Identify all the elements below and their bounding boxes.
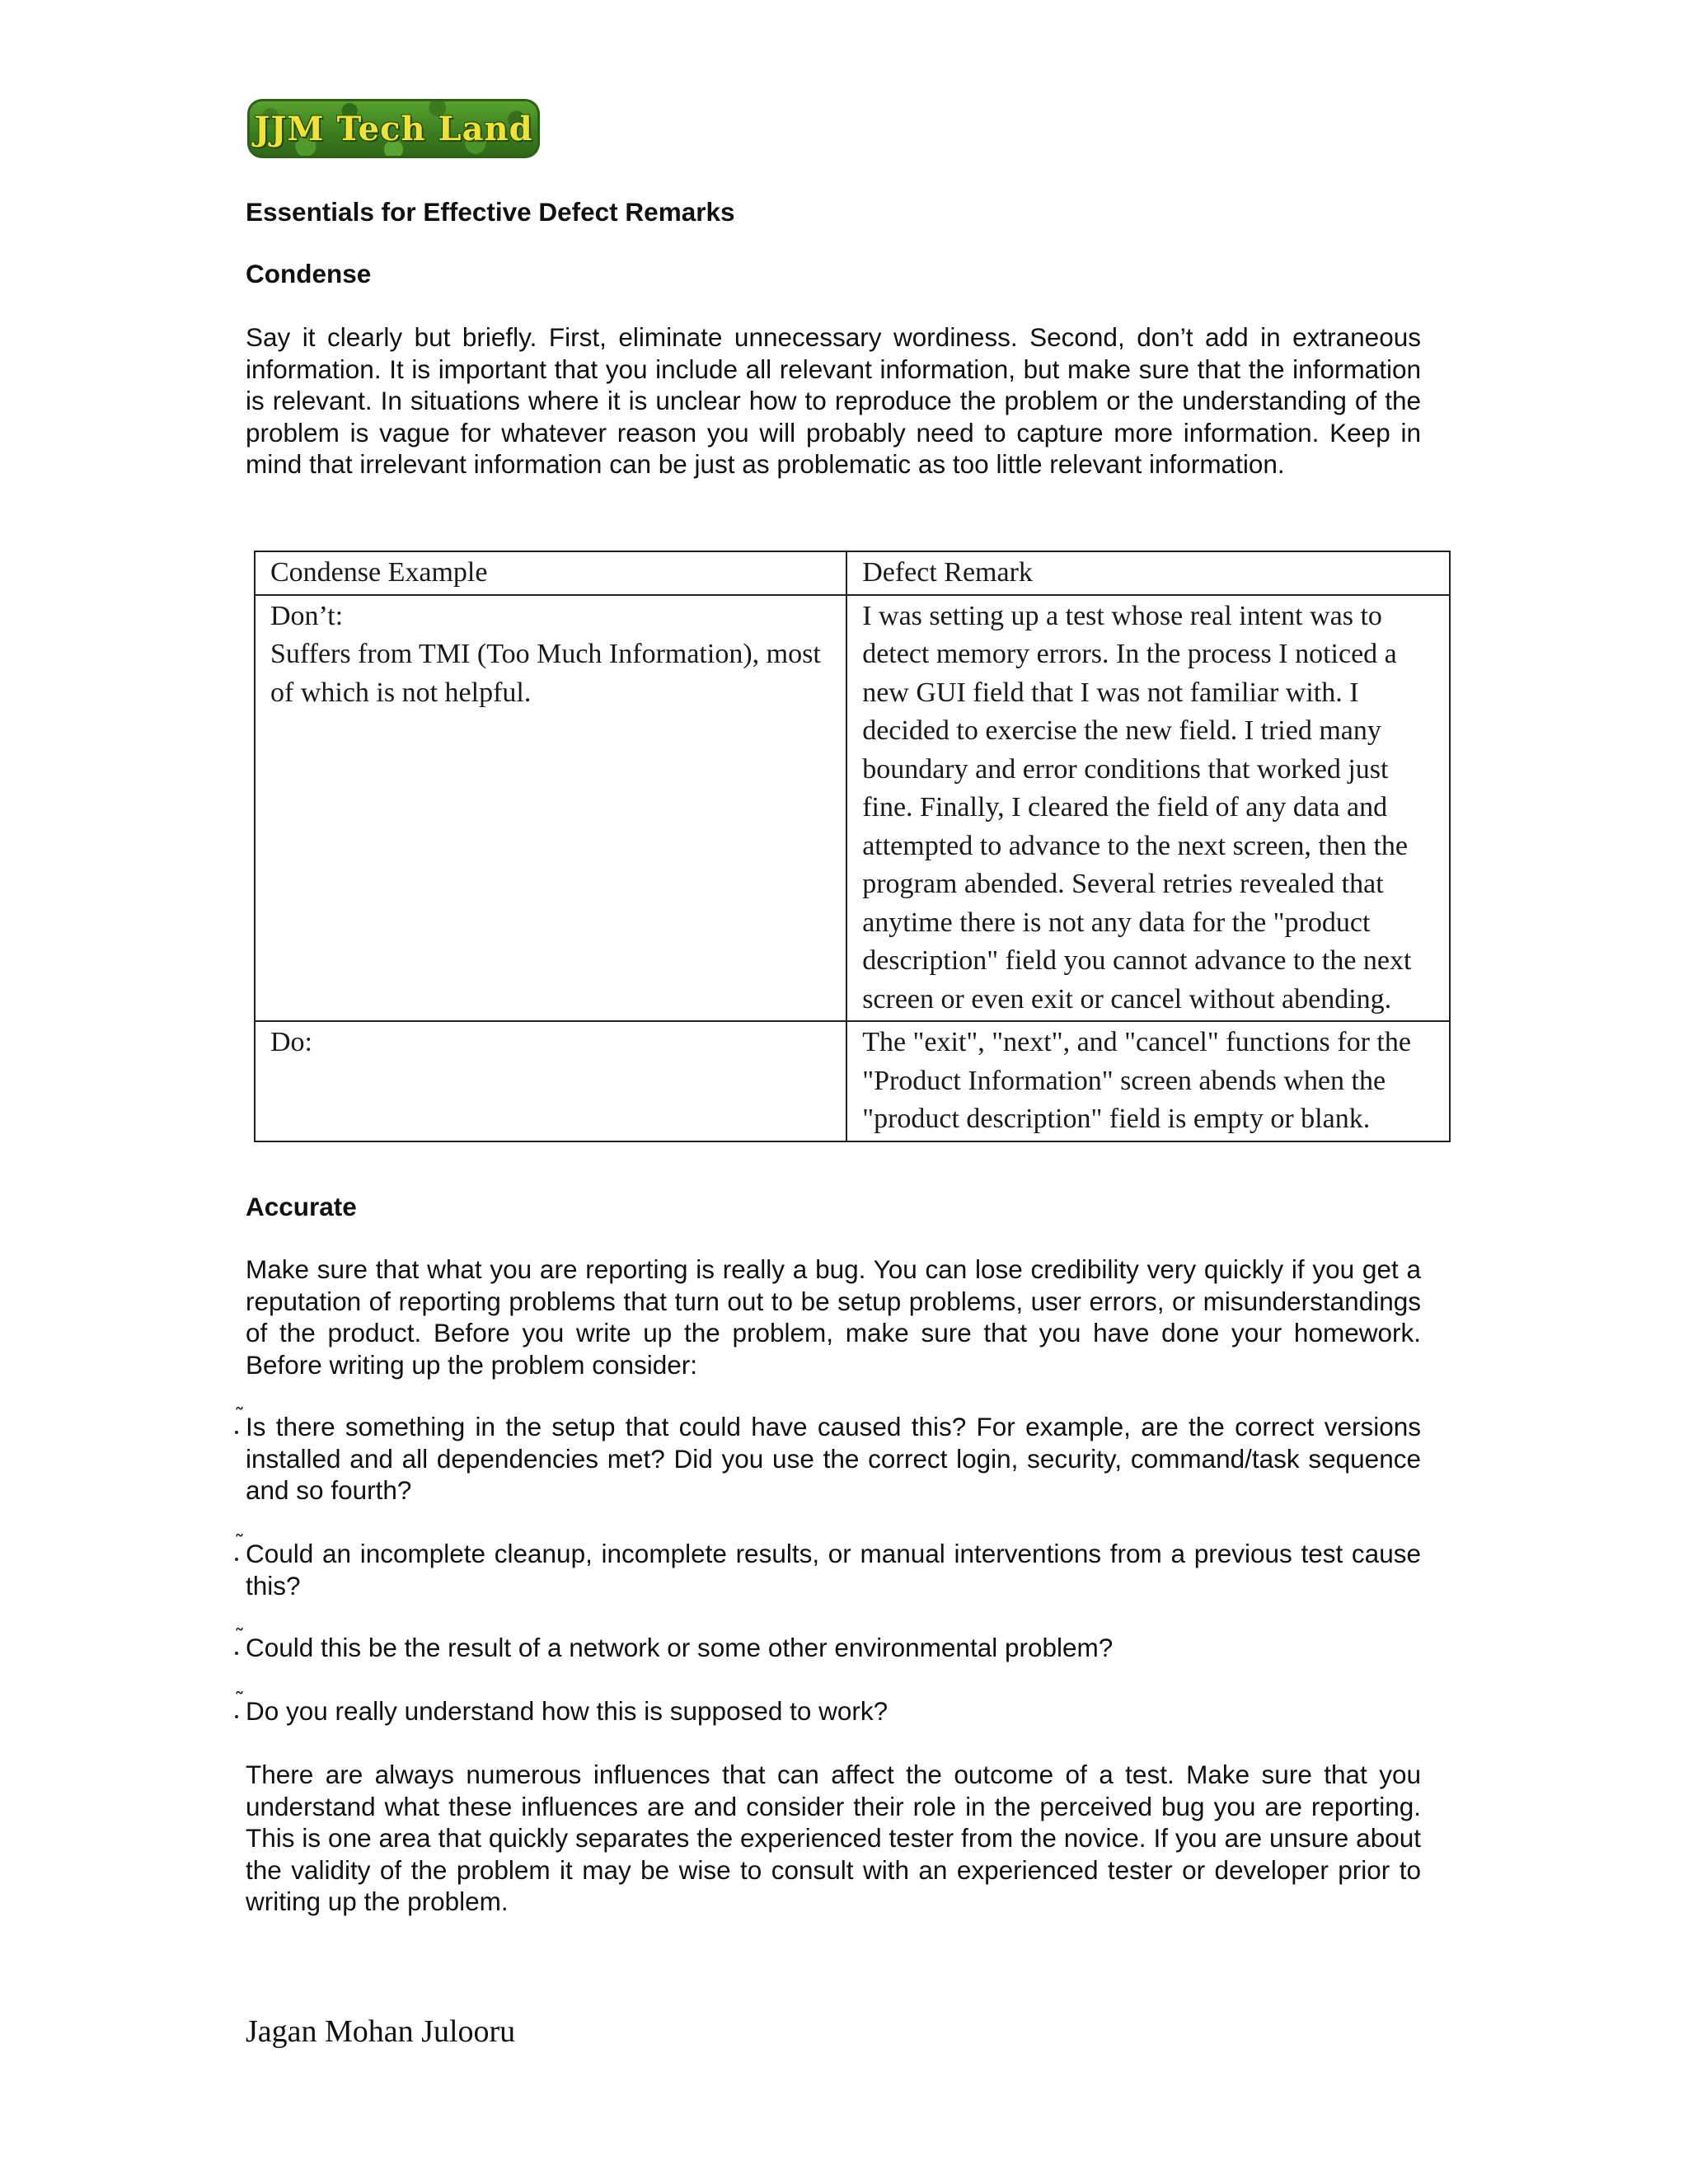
- row-note: Suffers from TMI (Too Much Information), most of which is not helpful.: [270, 639, 821, 708]
- table-cell-do: [255, 1021, 846, 1141]
- footer-author: Jagan Mohan Julooru: [246, 2014, 516, 2049]
- logo: [247, 99, 540, 158]
- bullet-icon: [232, 1694, 242, 1723]
- condense-paragraph: Say it clearly but briefly. First, eliminate unnecessary wordiness. Second, don’t add in extraneous information. It is important that you include all relevant information, but make sure that the information is relevant. In situations where it is unclear how to reproduce the problem or the understanding of the problem is vague for whatever reason you will probably need to capture more information. Keep in mind that irrelevant information can be just as problematic as too little relevant information.: [246, 322, 1421, 479]
- row-label: Do:: [270, 1027, 312, 1057]
- section-heading-condense: Condense: [246, 259, 372, 288]
- list-item-text: Could an incomplete cleanup, incomplete results, or manual interventions from a previous test cause this?: [246, 1539, 1421, 1601]
- section-heading-accurate: Accurate: [246, 1192, 357, 1221]
- bullet-icon: [232, 1630, 242, 1660]
- bullet-icon: [232, 1409, 242, 1439]
- list-item: [246, 1695, 1421, 1727]
- table-cell-remark: The "exit", "next", and "cancel" functions for the "Product Information" screen abends when the "product description" field is empty or blank.: [846, 1021, 1450, 1141]
- page-title: Essentials for Effective Defect Remarks: [246, 197, 735, 227]
- table-header-row: [255, 551, 1450, 595]
- list-item: [246, 1632, 1421, 1664]
- bullet-icon: [232, 1536, 242, 1566]
- table-header-cell: Defect Remark: [846, 551, 1450, 595]
- list-item: [246, 1411, 1421, 1507]
- list-item-text: Is there something in the setup that could have caused this? For example, are the correct versions installed and all dependencies met? Did you use the correct login, security, command/task sequence and so fourth?: [246, 1412, 1421, 1505]
- table-row: [255, 1021, 1450, 1141]
- row-label: Don’t:: [270, 600, 344, 631]
- table-row: [255, 595, 1450, 1022]
- list-item: [246, 1538, 1421, 1601]
- accurate-intro-paragraph: Make sure that what you are reporting is really a bug. You can lose credibility very quickly if you get a reputation of reporting problems that turn out to be setup problems, user errors, or misunderstandings of the product. Before you write up the problem, make sure that you have done your homework. Before writing up the problem consider:: [246, 1254, 1421, 1380]
- list-item-text: Do you really understand how this is supposed to work?: [246, 1696, 889, 1726]
- condense-example-table: [254, 551, 1451, 1142]
- accurate-closing-paragraph: There are always numerous influences that can affect the outcome of a test. Make sure that you understand what these influences are and consider their role in the perceived bug you are reporting. This is one area that quickly separates the experienced tester from the novice. If you are unsure about the validity of the problem it may be wise to consult with an experienced tester or developer prior to writing up the problem.: [246, 1760, 1421, 1916]
- table-cell-remark: I was setting up a test whose real intent was to detect memory errors. In the process I noticed a new GUI field that I was not familiar with. I decided to exercise the new field. I tried many boundary and error conditions that worked just fine. Finally, I cleared the field of any data and attempted to advance to the next screen, then the program abended. Several retries revealed that anytime there is not any data for the "product description" field you cannot advance to the next screen or even exit or cancel without abending.: [846, 595, 1450, 1022]
- logo-text: JJM Tech Land: [254, 109, 533, 148]
- table-cell-dont: [255, 595, 846, 1022]
- table-header-cell: Condense Example: [255, 551, 846, 595]
- list-item-text: Could this be the result of a network or some other environmental problem?: [246, 1633, 1114, 1662]
